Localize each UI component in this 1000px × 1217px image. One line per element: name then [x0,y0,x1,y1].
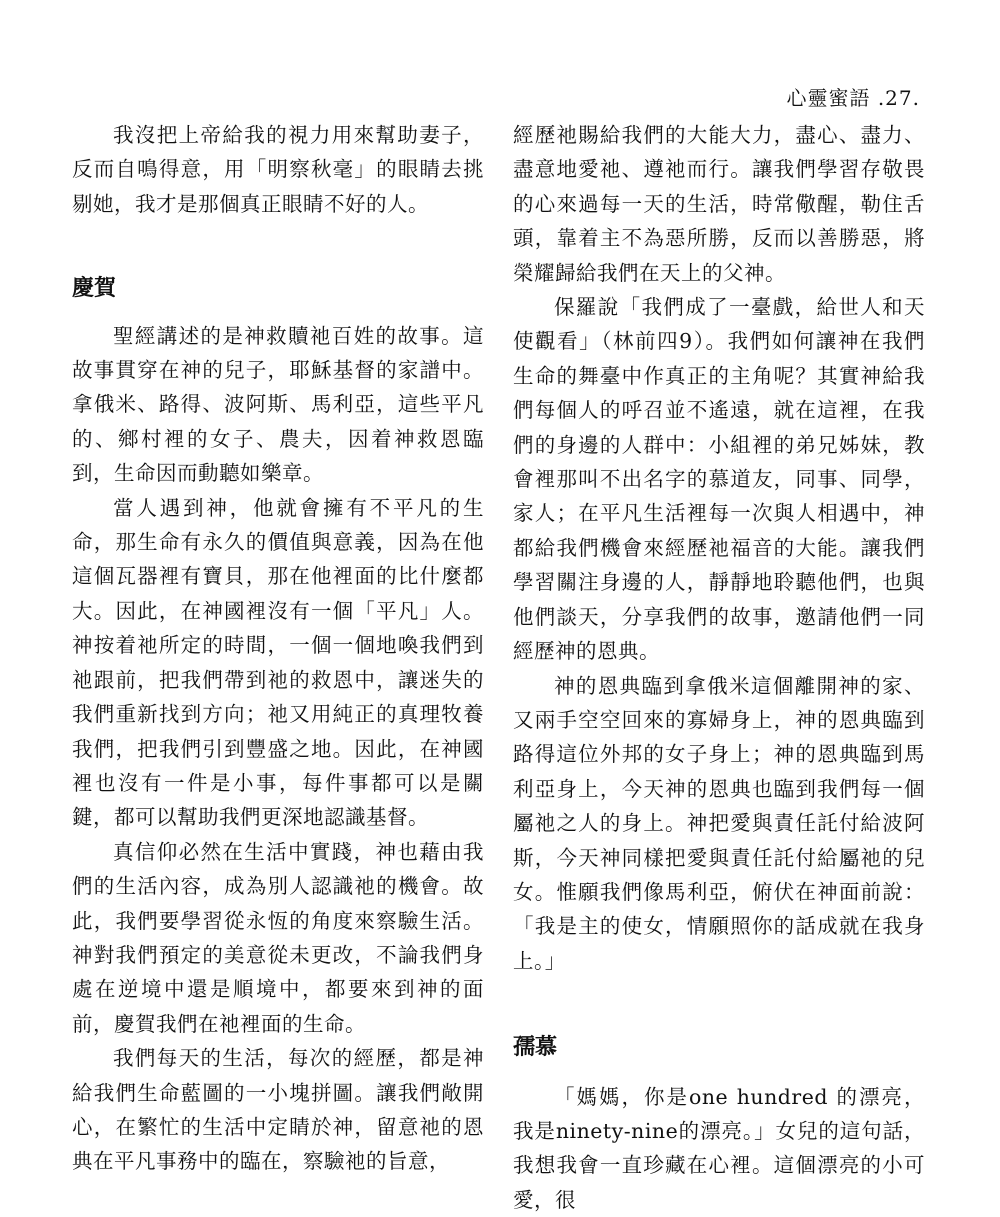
left-column [72,118,484,1179]
continued-paragraph: 經歷祂賜給我們的大能大力，盡心、盡力、盡意地愛祂、遵祂而行。讓我們學習存敬畏的心來過每一天的生活，時常儆醒，勒住舌頭，靠着主不為惡所勝，反而以善勝惡，將榮耀歸給我們在天上的父神。 [513,123,925,285]
right-column [513,118,925,1217]
intro-paragraph: 我沒把上帝給我的視力用來幫助妻子，反而自鳴得意，用「明察秋毫」的眼睛去挑剔她，我才是那個真正眼睛不好的人。 [72,123,484,216]
body-paragraph: 「媽媽，你是one hundred 的漂亮，我是ninety-nine的漂亮。」女兒的這句話，我想我會一直珍藏在心裡。這個漂亮的小可愛，很 [513,1084,925,1212]
section-heading-longing: 孺慕 [513,1035,558,1061]
body-paragraph: 聖經講述的是神救贖祂百姓的故事。這故事貫穿在神的兒子，耶穌基督的家譜中。拿俄米、路得、波阿斯、馬利亞，這些平凡的、鄉村裡的女子、農夫，因着神救恩臨到，生命因而動聽如樂章。 [72,323,484,486]
running-header: 心靈蜜語 .27. [786,86,920,110]
body-paragraph: 神的恩典臨到拿俄米這個離開神的家、又兩手空空回來的寡婦身上，神的恩典臨到路得這位外邦的女子身上；神的恩典臨到馬利亞身上，今天神的恩典也臨到我們每一個屬祂之人的身上。神把愛與責任託付給波阿斯，今天神同樣把愛與責任託付給屬祂的兒女。惟願我們像馬利亞，俯伏在神面前說：「我是主的使女，情願照你的話成就在我身上。」 [513,673,925,973]
body-paragraph: 保羅說「我們成了一臺戲，給世人和天使觀看」（林前四9）。我們如何讓神在我們生命的舞臺中作真正的主角呢？其實神給我們每個人的呼召並不遙遠，就在這裡，在我們的身邊的人群中：小組裡的弟兄姊妹，教會裡那叫不出名字的慕道友，同事、同學，家人；在平凡生活裡每一次與人相遇中，神都給我們機會來經歷祂福音的大能。讓我們學習關注身邊的人，靜靜地聆聽他們，也與他們談天，分享我們的故事，邀請他們一同經歷神的恩典。 [513,295,925,664]
section-heading-celebration: 慶賀 [72,276,117,302]
body-paragraph: 真信仰必然在生活中實踐，神也藉由我們的生活內容，成為別人認識祂的機會。故此，我們要學習從永恆的角度來察驗生活。神對我們預定的美意從未更改，不論我們身處在逆境中還是順境中，都要來到神的面前，慶賀我們在祂裡面的生命。 [72,839,484,1036]
body-paragraph: 我們每天的生活，每次的經歷，都是神給我們生命藍圖的一小塊拼圖。讓我們敞開心，在繁忙的生活中定睛於神，留意祂的恩典在平凡事務中的臨在，察驗祂的旨意， [72,1046,484,1174]
body-paragraph: 當人遇到神，他就會擁有不平凡的生命，那生命有永久的價值與意義，因為在他這個瓦器裡有寶貝，那在他裡面的比什麼都大。因此，在神國裡沒有一個「平凡」人。神按着祂所定的時間，一個一個地喚我們到祂跟前，把我們帶到祂的救恩中，讓迷失的我們重新找到方向；祂又用純正的真理牧養我們，把我們引到豐盛之地。因此，在神國裡也沒有一件是小事，每件事都可以是關鍵，都可以幫助我們更深地認識基督。 [72,495,484,830]
